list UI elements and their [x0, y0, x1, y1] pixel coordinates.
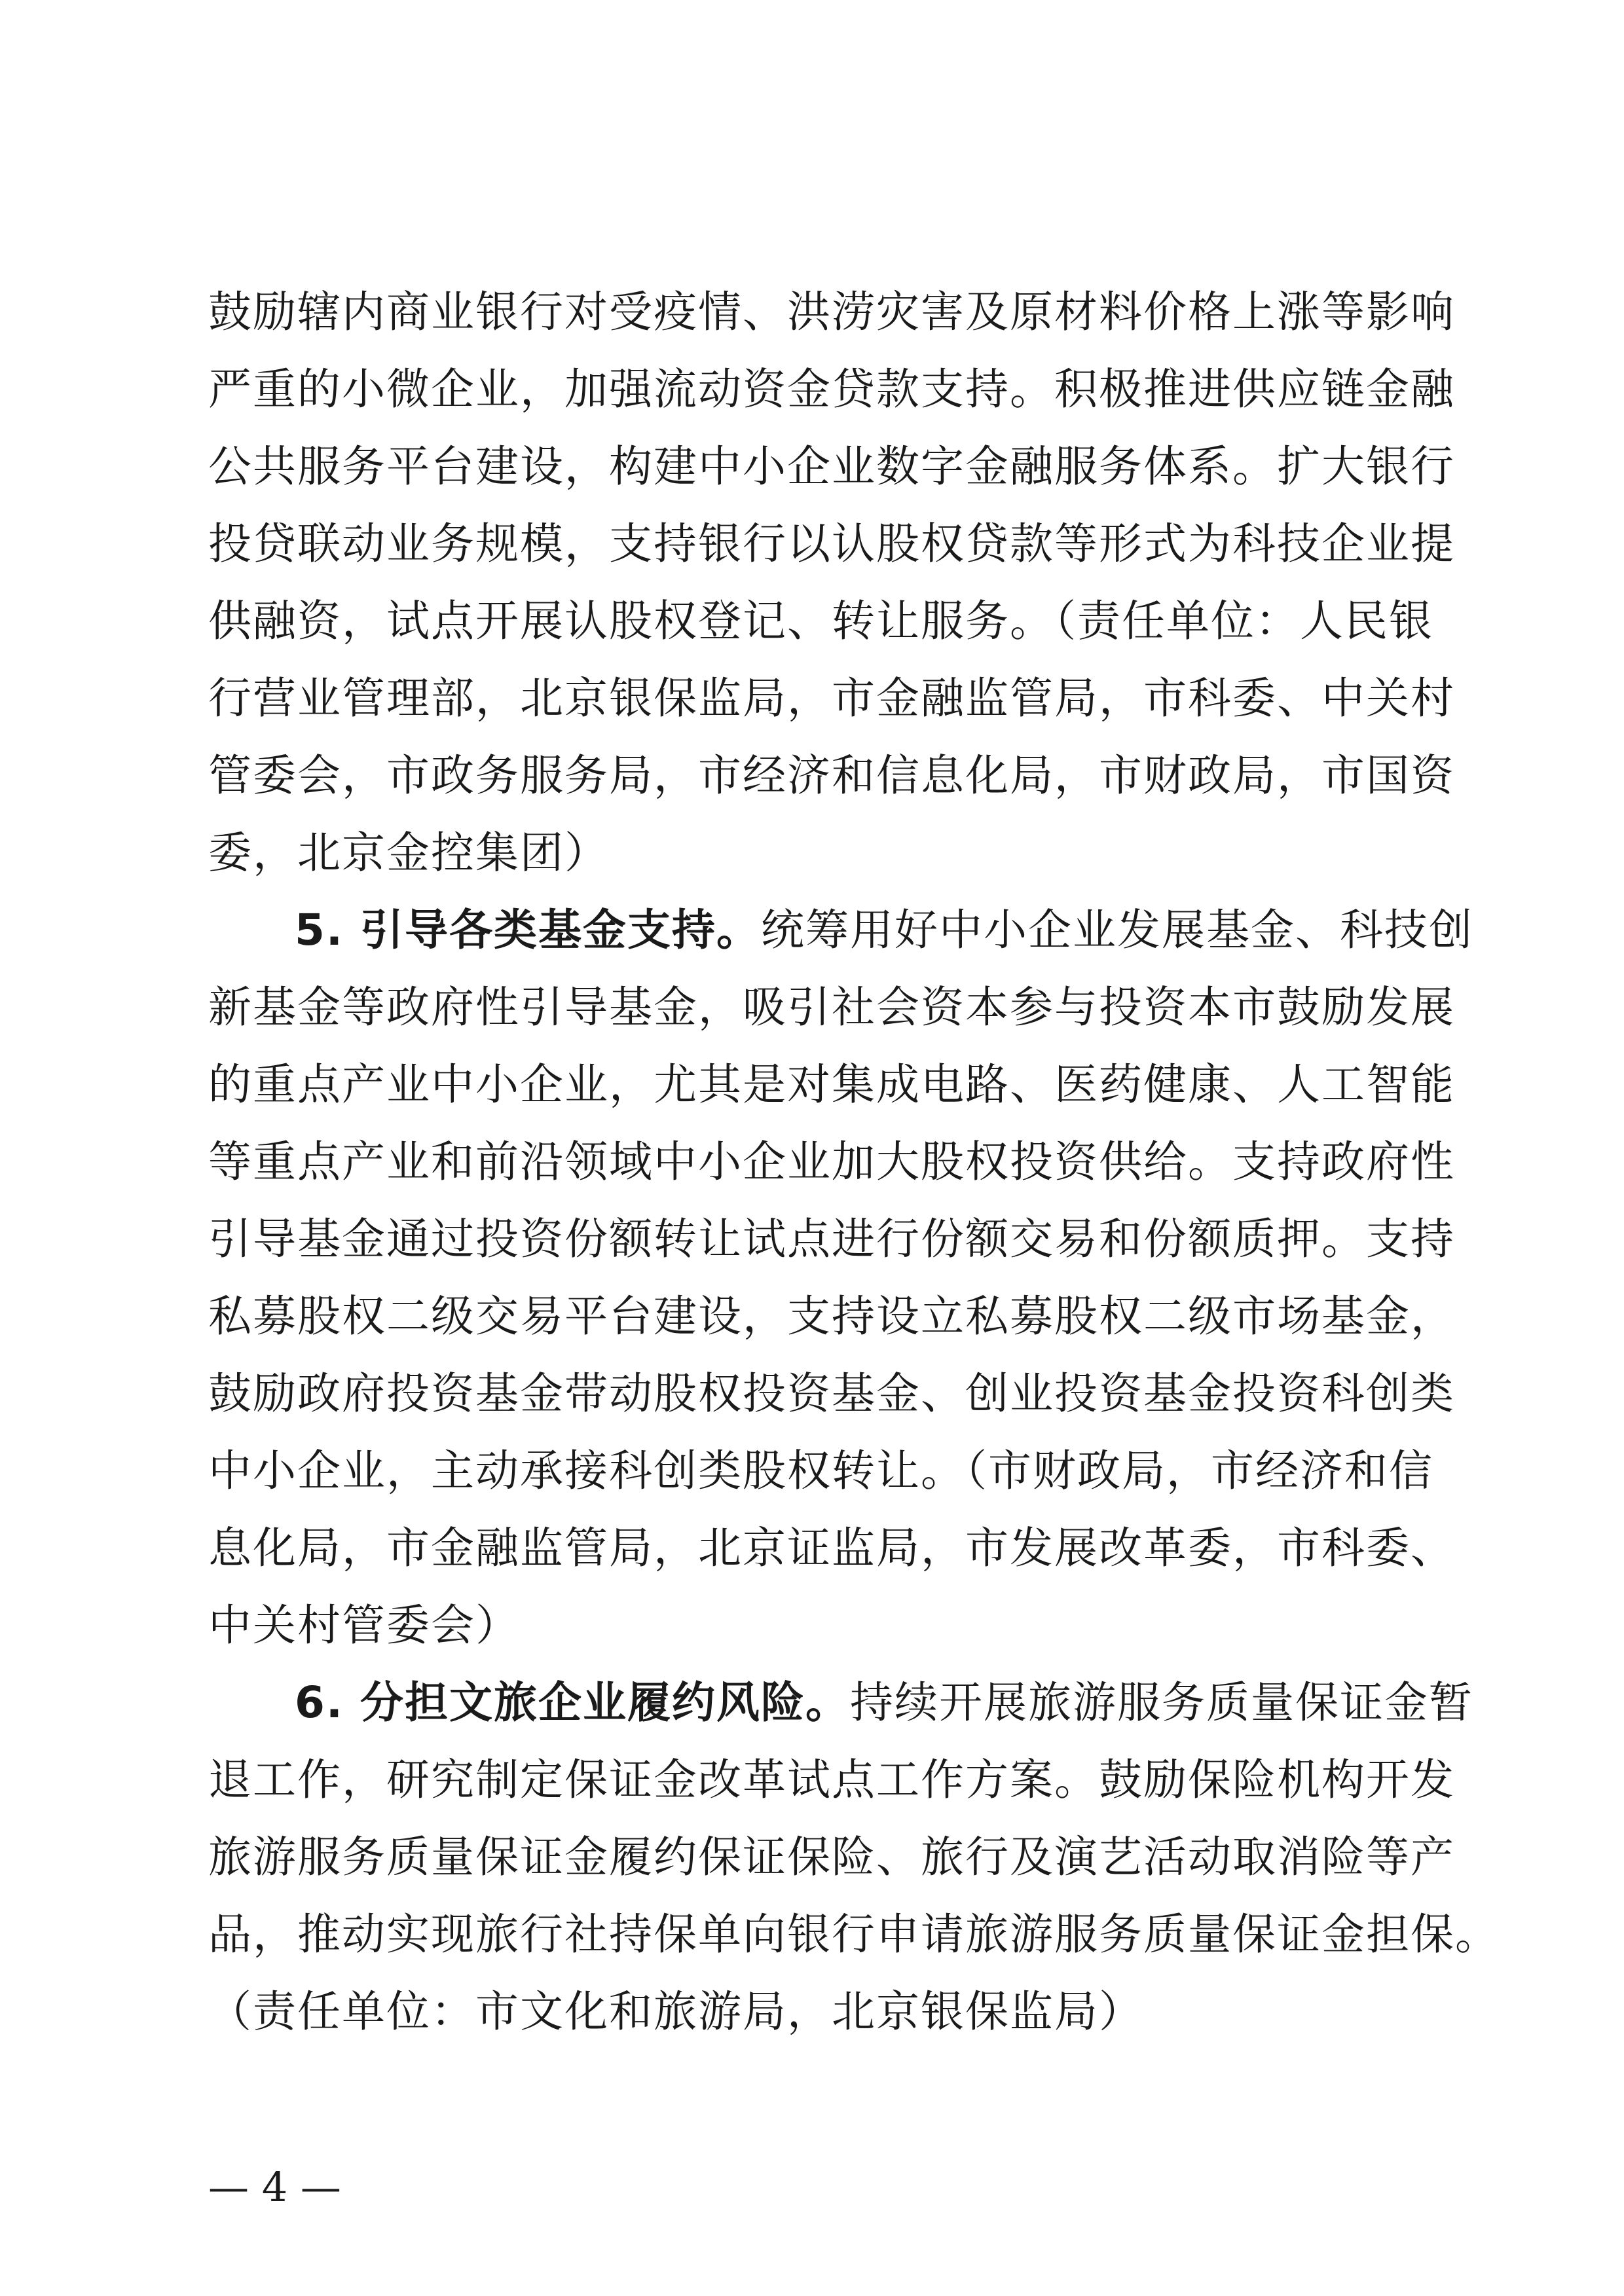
paragraph-item-5 — [208, 892, 1473, 1664]
text-line: 退工作，研究制定保证金改革试点工作方案。鼓励保险机构开发 — [208, 1755, 1455, 1805]
text-line: 中小企业，主动承接科创类股权转让。（市财政局，市经济和信 — [208, 1446, 1433, 1496]
text-line: 严重的小微企业，加强流动资金贷款支持。积极推进供应链金融 — [208, 364, 1455, 414]
text-line: 投贷联动业务规模，支持银行以认股权贷款等形式为科技企业提 — [208, 519, 1455, 569]
text-line: 鼓励辖内商业银行对受疫情、洪涝灾害及原材料价格上涨等影响 — [208, 287, 1455, 337]
text-line: 私募股权二级交易平台建设，支持设立私募股权二级市场基金， — [208, 1291, 1455, 1341]
text-line: 引导基金通过投资份额转让试点进行份额交易和份额质押。支持 — [208, 1214, 1455, 1264]
document-body — [208, 274, 1500, 2050]
text-line: 息化局，市金融监管局，北京证监局，市发展改革委，市科委、 — [208, 1523, 1455, 1573]
paragraph-financing-support — [208, 274, 1455, 892]
text-line: 委，北京金控集团） — [208, 828, 609, 878]
text-line: 供融资，试点开展认股权登记、转让服务。（责任单位：人民银 — [208, 596, 1433, 646]
text-run: 持续开展旅游服务质量保证金暂 — [849, 1677, 1473, 1728]
text-line: 新基金等政府性引导基金，吸引社会资本参与投资本市鼓励发展 — [208, 982, 1455, 1032]
text-line: 等重点产业和前沿领域中小企业加大股权投资供给。支持政府性 — [208, 1137, 1455, 1187]
text-run: 统筹用好中小企业发展基金、科技创 — [760, 905, 1473, 955]
text-line: 行营业管理部，北京银保监局，市金融监管局，市科委、中关村 — [208, 673, 1455, 723]
item-heading: 6. 分担文旅企业履约风险。 — [295, 1677, 850, 1728]
text-line — [208, 1664, 1473, 1741]
text-line: 的重点产业中小企业，尤其是对集成电路、医药健康、人工智能 — [208, 1059, 1455, 1110]
item-heading: 5. 引导各类基金支持。 — [295, 905, 761, 955]
text-line: 公共服务平台建设，构建中小企业数字金融服务体系。扩大银行 — [208, 441, 1455, 492]
text-line: 管委会，市政务服务局，市经济和信息化局，市财政局，市国资 — [208, 750, 1455, 801]
text-line: 品，推动实现旅行社持保单向银行申请旅游服务质量保证金担保。 — [208, 1909, 1500, 1959]
text-line: 中关村管委会） — [208, 1600, 520, 1650]
text-line: （责任单位：市文化和旅游局，北京银保监局） — [208, 1986, 1143, 2037]
text-line — [208, 892, 1473, 969]
text-line: 鼓励政府投资基金带动股权投资基金、创业投资基金投资科创类 — [208, 1368, 1455, 1419]
text-line: 旅游服务质量保证金履约保证保险、旅行及演艺活动取消险等产 — [208, 1832, 1455, 1882]
page-number: — 4 — — [208, 2163, 341, 2211]
paragraph-item-6 — [208, 1664, 1500, 2050]
